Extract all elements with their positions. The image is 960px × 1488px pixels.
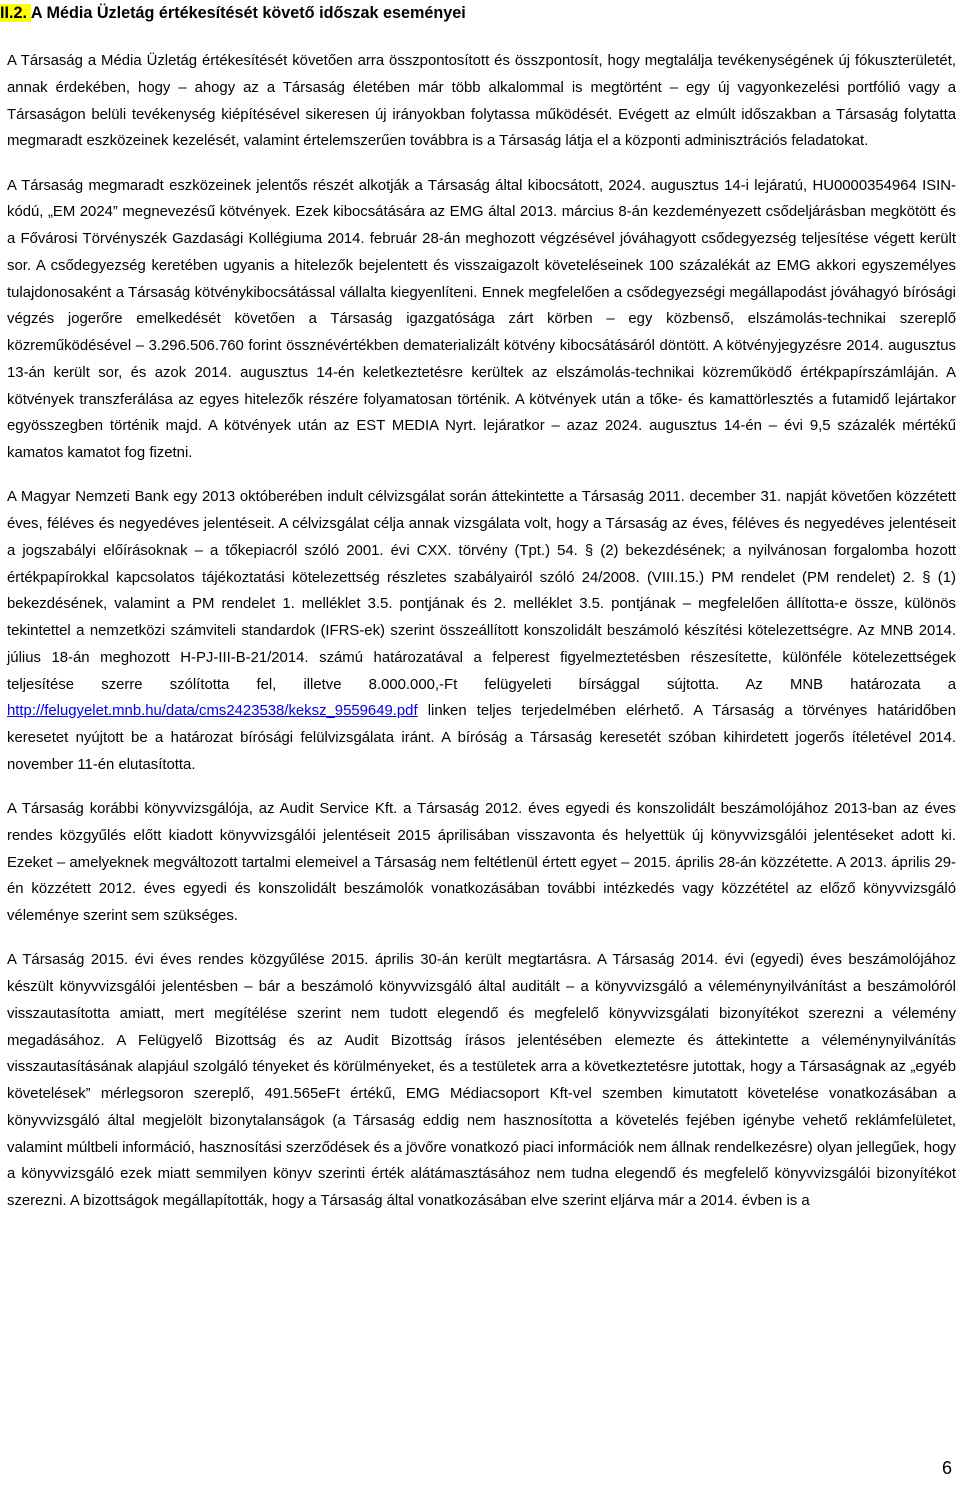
paragraph-bonds: A Társaság megmaradt eszközeinek jelentős részét alkotják a Társaság által kibocsátott, 2024. augusztus 14-i lejáratú, HU0000354964 ISIN-kódú, „EM 2024” megnevezésű kötvények. Ezek kibocsátására az EMG által 2013. március 8-án kezdeményezett csődeljárásban megkötött és a Fővárosi Törvényszék Gazdasági Kollégiuma 2014. február 28-án meghozott végzésével jóváhagyott csődegyezség teljesítése végett került sor. A csődegyezség keretében ugyanis a hitelezők bejelentett és visszaigazolt követeléseinek 100 százalékát az EMG akkori egyszemélyes tulajdonosaként a Társaság kötvénykibocsátással vállalta kiegyenlíteni. Ennek megfelelően a csődegyezségi megállapodást jóváhagyó bírósági végzés jogerőre emelkedését követően a Társaság igazgatósága zárt körben – egy közbenső, elszámolás-technikai szereplő közreműködésével – 3.296.506.760 forint össznévértékben dematerializált kötvény kibocsátásáról döntött. A kötvényjegyzésre 2014. augusztus 13-án került sor, és azok 2014. augusztus 14-én keletkeztetésre kerültek az elszámolás-technikai közreműködő értékpapírszámláján. A kötvények transzferálása az egyes hitelezők részére folyamatosan történik. A kötvények után a tőke- és kamattörlesztés a futamidő lejártakor egyösszegben történik majd. A kötvények után az EST MEDIA Nyrt. lejáratkor – azaz 2024. augusztus 14-én – évi 9,5 százalék mértékű kamatos kamatot fog fizetni. [7,177,956,461]
paragraph-auditor-reports: A Társaság korábbi könyvvizsgálója, az Audit Service Kft. a Társaság 2012. éves egyedi és konszolidált beszámolójához 2013-ban az éves rendes közgyűlés előtt kiadott könyvvizsgálói jelentéseit 2015 áprilisában visszavonta és helyettük új könyvvizsgálói jelentéseket adott ki. Ezeket – amelyeknek megváltozott tartalmi elemeivel a Társaság nem feltétlenül értett egyet – 2015. április 28-án közzétette. A 2013. április 29-én közzétett 2012. éves egyedi és konszolidált beszámolók vonatkozásában további intézkedés vagy közzététel az előző könyvvizsgáló véleménye szerint sem szükséges. [7,801,956,924]
section-title: A Média Üzletág értékesítését követő időszak eseményei [30,4,466,22]
mnb-text-before-link: A Magyar Nemzeti Bank egy 2013 októberében indult célvizsgálat során áttekintette a Társaság 2011. december 31. napját követően közzétett éves, féléves és negyedéves jelentéseit. A célvizsgálat célja annak vizsgálata volt, hogy a Társaság az éves, féléves és negyedéves jelentéseit a jogszabályi előírásoknak – a tőkepiacról szóló 2001. évi CXX. törvény (Tpt.) 54. § (2) bekezdésének; a nyilvánosan forgalomba hozott értékpapírokkal kapcsolatos tájékoztatási kötelezettség részletes szabályairól szóló 24/2008. (VIII.15.) PM rendelet (PM rendelet) 2. § (1) bekezdésének, valamint a PM rendelet 1. melléklet 3.5. pontjának és 2. melléklet 3.5. pontjának – megfelelően állította-e össze, különös tekintettel a nemzetközi számviteli standardok (IFRS-ek) szerint összeállított konszolidált beszámoló készítési kötelezettségre. Az MNB 2014. július 18-án meghozott H-PJ-III-B-21/2014. számú határozatával a felperest figyelmeztetésben részesítette, különféle kötelezettségek teljesítése szerre szólította fel, illetve 8.000.000,-Ft felügyeleti bírsággal sújtotta. Az MNB határozata a [7,489,956,693]
body-text [7,48,956,1215]
section-heading [0,0,960,26]
page-number: 6 [941,1458,952,1478]
paragraph-general-meeting: A Társaság 2015. évi éves rendes közgyűlése 2015. április 30-án került megtartásra. A Társaság 2014. évi (egyedi) éves beszámolójához készült könyvvizsgálói jelentésben – bár a beszámoló könyvvizsgáló által auditált – a könyvvizsgáló a véleménynyilvánítást a beszámolóról visszautasította amiatt, mert megítélése szerint nem tudott elegendő és megfelelő könyvvizsgálati bizonyítékot szerezni a vélemény megadásához. A Felügyelő Bizottság és az Audit Bizottság írásos jelentésében elemezte és áttekintette a véleménynyilvánítás visszautasításának alapjául szolgáló tényeket és körülményeket, és a testületek arra a következtetésre jutottak, hogy a Társaságnak az „egyéb követelések” mérlegsoron szereplő, 491.565eFt értékű, EMG Médiacsoport Kft-vel szemben kimutatott követelése vonatkozásában a könyvvizsgáló által megjelölt bizonytalanságok (a Társaság eddig nem hasznosította a követelés fejében igénybe vehető reklámfelületet, valamint múltbeli információ, hasznosítási szerződések és a jövőre vonatkozó piaci információk nem állnak rendelkezésre) olyan jellegűek, hogy a könyvvizsgáló ezek miatt semmilyen könyv szerinti érték alátámasztásához nem tudna elegendő és megfelelő könyvvizsgálói bizonyítékot szerezni. A bizottságok megállapították, hogy a Társaság által vonatkozásában elve szerint eljárva már a 2014. évben is a [7,952,956,1209]
mnb-decision-link[interactable]: http://felugyelet.mnb.hu/data/cms2423538/keksz_9559649.pdf [7,703,418,720]
paragraph-mnb-investigation [7,484,956,778]
mnb-text-after-link: linken teljes terjedelmében elérhető. A Társaság a törvényes határidőben keresetet nyújtott be a határozat bírósági felülvizsgálata iránt. A bíróság a Társaság keresetét szóban kihirdetett jogerős ítéletével 2014. november 11-én elutasította. [7,703,956,773]
paragraph-media-business: A Társaság a Média Üzletág értékesítését követően arra összpontosított és összpontosít, hogy megtalálja tevékenységének új fókuszterületét, annak érdekében, hogy – ahogy az a Társaság életében már több alkalommal is megtörtént – egy új vagyonkezelési portfólió vagy a Társaságon belüli tevékenység kiépítésével sikeresen új irányokban folytassa működését. Evégett az elmúlt időszakban a Társaság folytatta megmaradt eszközeinek kezelését, valamint értelemszerűen továbbra is a Társaság látja el a központi adminisztrációs feladatokat. [7,53,956,150]
section-number: II.2. [0,4,31,22]
